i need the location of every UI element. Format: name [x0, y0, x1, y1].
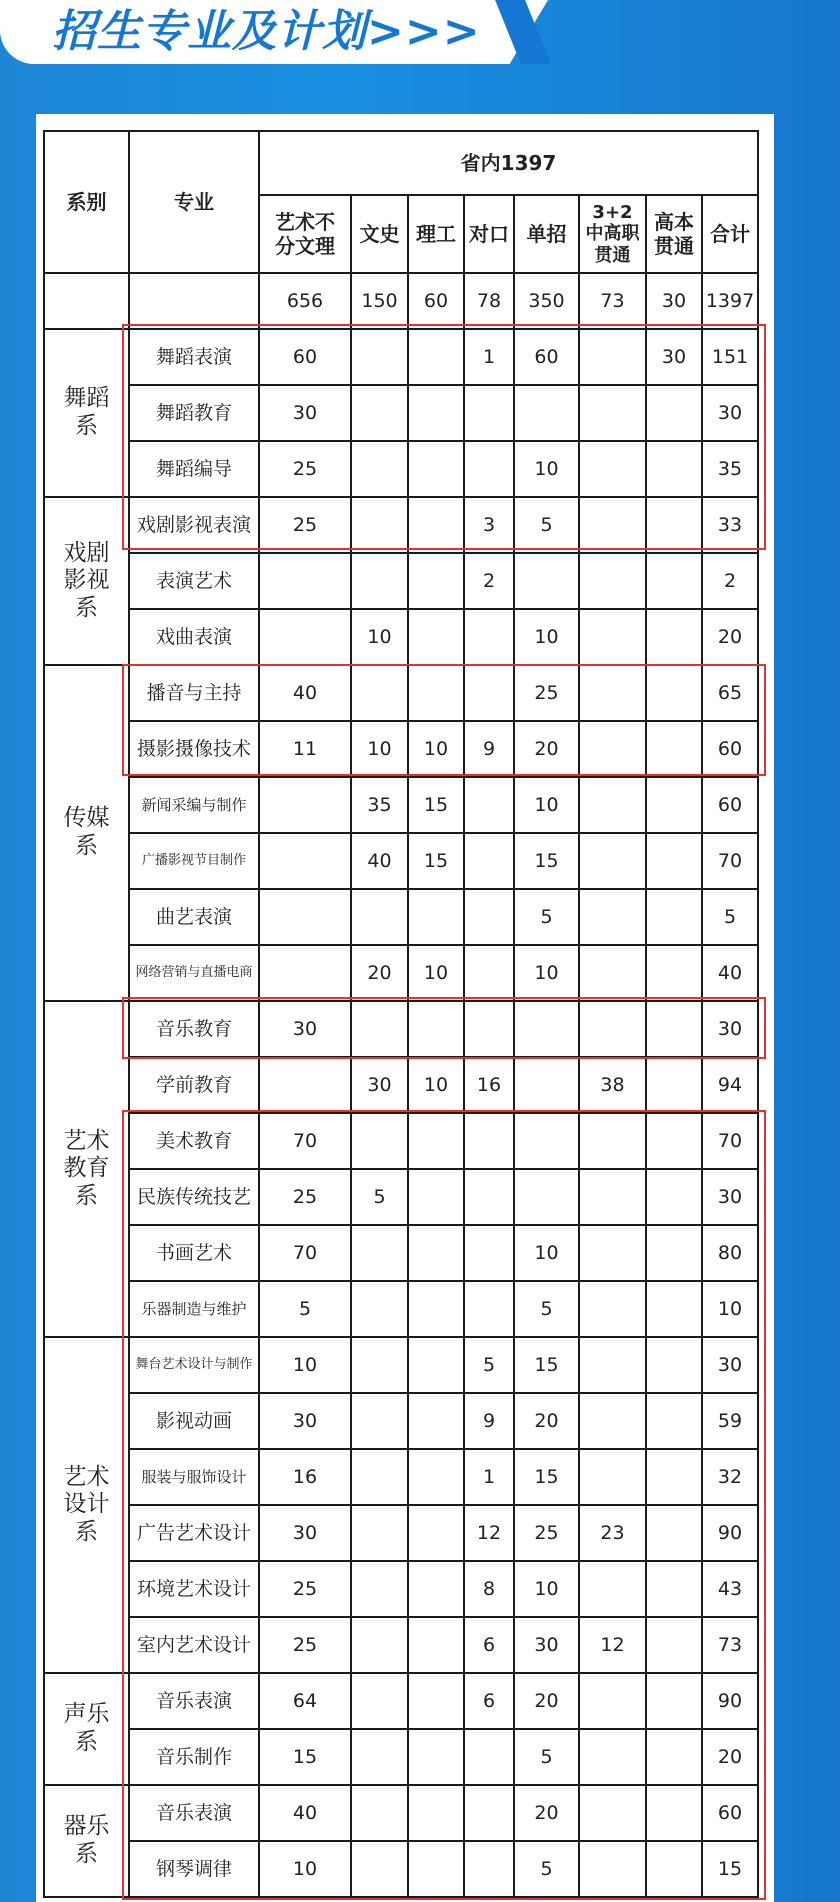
major-cell: 影视动画 [129, 1393, 259, 1449]
dept-cell: 舞蹈系 [44, 329, 129, 497]
value-cell: 35 [702, 441, 758, 497]
value-cell: 40 [702, 945, 758, 1001]
value-cell: 32 [702, 1449, 758, 1505]
major-cell: 音乐表演 [129, 1785, 259, 1841]
value-cell: 23 [579, 1505, 646, 1561]
value-cell: 15 [702, 1841, 758, 1897]
value-cell [259, 889, 351, 945]
totals-cell: 30 [646, 273, 702, 329]
value-cell: 30 [646, 329, 702, 385]
value-cell: 151 [702, 329, 758, 385]
value-cell: 40 [259, 665, 351, 721]
header-major: 专业 [129, 131, 259, 273]
value-cell: 70 [702, 833, 758, 889]
major-cell: 舞蹈编导 [129, 441, 259, 497]
value-cell: 15 [408, 777, 464, 833]
highlight-box-music-edu [122, 997, 766, 1059]
header-col-2: 理工 [408, 195, 464, 273]
header-col-3: 对口 [464, 195, 514, 273]
value-cell: 65 [702, 665, 758, 721]
value-cell [351, 553, 408, 609]
value-cell [579, 777, 646, 833]
value-cell [646, 833, 702, 889]
value-cell: 59 [702, 1393, 758, 1449]
value-cell: 60 [702, 721, 758, 777]
value-cell: 40 [351, 833, 408, 889]
value-cell [259, 833, 351, 889]
value-cell [464, 609, 514, 665]
major-cell: 戏剧影视表演 [129, 497, 259, 553]
value-cell: 30 [702, 1337, 758, 1393]
header-province: 省内1397 [259, 131, 758, 195]
value-cell: 10 [351, 721, 408, 777]
table-row [44, 889, 758, 945]
value-cell: 8 [464, 1561, 514, 1617]
value-cell: 10 [514, 441, 579, 497]
value-cell: 25 [259, 441, 351, 497]
dept-cell: 传媒系 [44, 665, 129, 1001]
major-cell: 舞蹈教育 [129, 385, 259, 441]
major-cell: 广告艺术设计 [129, 1505, 259, 1561]
value-cell: 43 [702, 1561, 758, 1617]
value-cell: 73 [702, 1617, 758, 1673]
header-col-6: 高本贯通 [646, 195, 702, 273]
value-cell [579, 609, 646, 665]
value-cell [464, 945, 514, 1001]
major-cell: 环境艺术设计 [129, 1561, 259, 1617]
table-row [44, 833, 758, 889]
major-cell: 舞蹈表演 [129, 329, 259, 385]
value-cell: 30 [514, 1617, 579, 1673]
value-cell: 35 [351, 777, 408, 833]
value-cell: 94 [702, 1057, 758, 1113]
major-cell: 室内艺术设计 [129, 1617, 259, 1673]
value-cell: 60 [259, 329, 351, 385]
value-cell [259, 609, 351, 665]
value-cell: 11 [259, 721, 351, 777]
value-cell: 5 [514, 889, 579, 945]
header-col-5: 3+2中高职贯通 [579, 195, 646, 273]
major-cell: 舞台艺术设计与制作 [129, 1337, 259, 1393]
totals-cell: 60 [408, 273, 464, 329]
value-cell: 30 [259, 1505, 351, 1561]
value-cell: 60 [514, 329, 579, 385]
value-cell: 38 [579, 1057, 646, 1113]
value-cell: 5 [351, 1169, 408, 1225]
value-cell: 33 [702, 497, 758, 553]
value-cell: 12 [579, 1617, 646, 1673]
value-cell: 10 [514, 777, 579, 833]
value-cell: 16 [464, 1057, 514, 1113]
value-cell [259, 1057, 351, 1113]
table-row [44, 1057, 758, 1113]
value-cell [514, 1057, 579, 1113]
value-cell: 25 [259, 1169, 351, 1225]
value-cell [408, 889, 464, 945]
value-cell [514, 553, 579, 609]
dept-cell: 戏剧影视系 [44, 497, 129, 665]
major-cell: 表演艺术 [129, 553, 259, 609]
highlight-box-media [122, 664, 766, 776]
value-cell [259, 945, 351, 1001]
value-cell [464, 777, 514, 833]
totals-dept-empty [44, 273, 129, 329]
value-cell [646, 553, 702, 609]
table-row [44, 553, 758, 609]
value-cell: 20 [514, 1393, 579, 1449]
value-cell: 70 [702, 1113, 758, 1169]
major-cell: 广播影视节目制作 [129, 833, 259, 889]
highlight-box-dance [122, 324, 766, 550]
header-col-1: 文史 [351, 195, 408, 273]
value-cell: 30 [259, 1393, 351, 1449]
dept-cell: 艺术设计系 [44, 1337, 129, 1673]
value-cell: 30 [351, 1057, 408, 1113]
value-cell [579, 833, 646, 889]
totals-cell: 1397 [702, 273, 758, 329]
value-cell [408, 609, 464, 665]
header-dept: 系别 [44, 131, 129, 273]
value-cell: 1 [464, 1449, 514, 1505]
value-cell: 5 [514, 1281, 579, 1337]
value-cell: 10 [408, 1057, 464, 1113]
totals-cell: 350 [514, 273, 579, 329]
value-cell: 30 [702, 1169, 758, 1225]
totals-cell: 656 [259, 273, 351, 329]
major-cell: 民族传统技艺 [129, 1169, 259, 1225]
major-cell: 乐器制造与维护 [129, 1281, 259, 1337]
dept-cell: 器乐系 [44, 1785, 129, 1897]
value-cell: 10 [259, 1337, 351, 1393]
value-cell: 5 [514, 1729, 579, 1785]
value-cell: 70 [259, 1113, 351, 1169]
totals-cell: 150 [351, 273, 408, 329]
major-cell: 音乐表演 [129, 1673, 259, 1729]
major-cell: 播音与主持 [129, 665, 259, 721]
value-cell: 30 [702, 385, 758, 441]
dept-cell: 声乐系 [44, 1673, 129, 1785]
value-cell: 15 [514, 833, 579, 889]
value-cell: 30 [259, 385, 351, 441]
value-cell: 5 [702, 889, 758, 945]
value-cell: 5 [514, 1841, 579, 1897]
major-cell: 新闻采编与制作 [129, 777, 259, 833]
major-cell: 服装与服饰设计 [129, 1449, 259, 1505]
table-row [44, 777, 758, 833]
major-cell: 曲艺表演 [129, 889, 259, 945]
value-cell [579, 553, 646, 609]
major-cell: 网络营销与直播电商 [129, 945, 259, 1001]
table-row [44, 609, 758, 665]
totals-cell: 73 [579, 273, 646, 329]
value-cell: 70 [259, 1225, 351, 1281]
value-cell [464, 833, 514, 889]
value-cell: 80 [702, 1225, 758, 1281]
totals-major-empty [129, 273, 259, 329]
value-cell: 20 [351, 945, 408, 1001]
value-cell [408, 553, 464, 609]
value-cell: 6 [464, 1617, 514, 1673]
value-cell: 2 [464, 553, 514, 609]
value-cell: 10 [514, 609, 579, 665]
major-cell: 戏曲表演 [129, 609, 259, 665]
value-cell: 60 [702, 1785, 758, 1841]
value-cell [646, 889, 702, 945]
value-cell: 2 [702, 553, 758, 609]
major-cell: 书画艺术 [129, 1225, 259, 1281]
major-cell: 美术教育 [129, 1113, 259, 1169]
totals-cell: 78 [464, 273, 514, 329]
dept-cell: 艺术教育系 [44, 1001, 129, 1337]
value-cell [646, 777, 702, 833]
value-cell: 20 [702, 609, 758, 665]
value-cell: 30 [702, 1001, 758, 1057]
value-cell: 25 [259, 497, 351, 553]
header-col-7: 合计 [702, 195, 758, 273]
value-cell: 15 [514, 1337, 579, 1393]
value-cell: 15 [514, 1449, 579, 1505]
value-cell: 10 [702, 1281, 758, 1337]
value-cell: 60 [702, 777, 758, 833]
value-cell: 25 [259, 1617, 351, 1673]
value-cell: 30 [259, 1001, 351, 1057]
value-cell: 9 [464, 721, 514, 777]
value-cell [579, 889, 646, 945]
value-cell: 40 [259, 1785, 351, 1841]
value-cell: 1 [464, 329, 514, 385]
value-cell: 12 [464, 1505, 514, 1561]
value-cell: 90 [702, 1673, 758, 1729]
value-cell [351, 889, 408, 945]
header-col-0: 艺术不分文理 [259, 195, 351, 273]
value-cell: 20 [514, 1673, 579, 1729]
value-cell: 64 [259, 1673, 351, 1729]
value-cell: 10 [514, 1561, 579, 1617]
major-cell: 摄影摄像技术 [129, 721, 259, 777]
highlight-box-art-edu-design [122, 1110, 766, 1900]
value-cell: 20 [514, 1785, 579, 1841]
value-cell [579, 945, 646, 1001]
value-cell: 15 [408, 833, 464, 889]
value-cell: 20 [702, 1729, 758, 1785]
value-cell: 25 [514, 665, 579, 721]
value-cell: 10 [351, 609, 408, 665]
value-cell: 25 [259, 1561, 351, 1617]
major-cell: 音乐教育 [129, 1001, 259, 1057]
value-cell: 15 [259, 1729, 351, 1785]
major-cell: 钢琴调律 [129, 1841, 259, 1897]
value-cell: 9 [464, 1393, 514, 1449]
value-cell [259, 553, 351, 609]
value-cell [259, 777, 351, 833]
value-cell: 6 [464, 1673, 514, 1729]
value-cell: 5 [464, 1337, 514, 1393]
value-cell [646, 1057, 702, 1113]
value-cell: 10 [514, 945, 579, 1001]
value-cell: 90 [702, 1505, 758, 1561]
value-cell [464, 889, 514, 945]
table-row [44, 945, 758, 1001]
value-cell: 10 [408, 721, 464, 777]
value-cell [646, 945, 702, 1001]
major-cell: 学前教育 [129, 1057, 259, 1113]
value-cell: 5 [514, 497, 579, 553]
value-cell: 20 [514, 721, 579, 777]
header-col-4: 单招 [514, 195, 579, 273]
value-cell: 16 [259, 1449, 351, 1505]
value-cell: 25 [514, 1505, 579, 1561]
value-cell [646, 609, 702, 665]
value-cell: 3 [464, 497, 514, 553]
value-cell: 10 [259, 1841, 351, 1897]
value-cell: 10 [408, 945, 464, 1001]
value-cell: 10 [514, 1225, 579, 1281]
page-title: 招生专业及计划>>> [52, 6, 481, 57]
value-cell: 5 [259, 1281, 351, 1337]
major-cell: 音乐制作 [129, 1729, 259, 1785]
